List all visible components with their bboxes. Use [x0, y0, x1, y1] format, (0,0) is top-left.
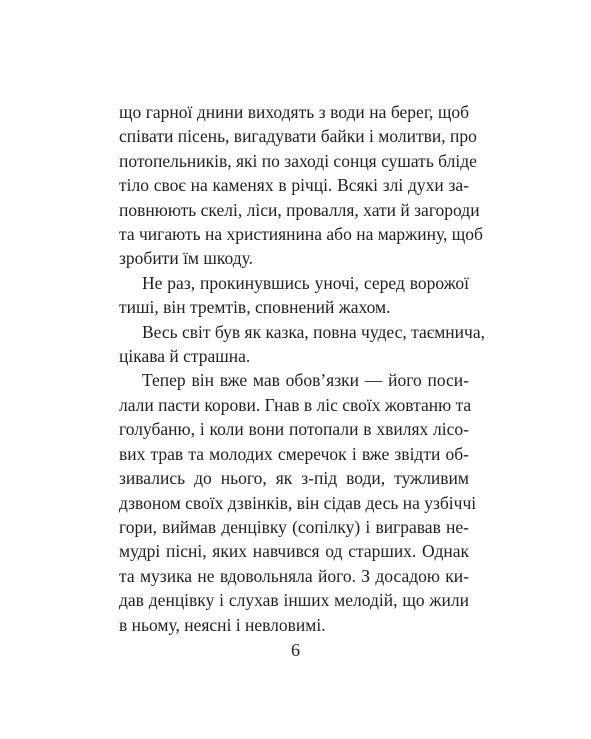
paragraph: [119, 271, 469, 320]
text-line: вих трав та молодих смеречок і вже звідти об-: [119, 443, 469, 464]
text-line: повнюють скелі, ліси, провалля, хати й загороди: [119, 199, 480, 220]
text-line: тиші, він тремтів, сповнений жахом.: [119, 297, 391, 318]
text-line: що гарної днини виходять з води на берег, щоб: [119, 102, 469, 122]
text-line: потопельників, які по заході сонця сушать бліде: [119, 150, 477, 171]
text-line: голубаню, і коли вони потопали в хвилях лісо-: [119, 419, 469, 440]
text-line: дзвоном своїх дзвінків, він сідав десь на узбіччі: [119, 492, 477, 513]
body-text: [119, 100, 485, 637]
text-line: в ньому, неясні і невловимі.: [119, 614, 326, 635]
text-line: співати пісень, вигадувати байки і молитви, про: [119, 126, 477, 147]
paragraph: [119, 100, 483, 271]
text-line: цікава й страшна.: [119, 346, 251, 367]
text-line: Тепер він вже мав обов’язки — його поси-: [142, 370, 469, 391]
text-line: мудрі пісні, яких навчився од старших. Однак: [119, 541, 469, 562]
page-number: 6: [291, 640, 300, 660]
paragraph: [119, 320, 485, 369]
text-line: Не раз, прокинувшись уночі, серед ворожої: [142, 272, 469, 293]
paragraph: [119, 368, 477, 636]
text-line: дав денцівку і слухав інших мелодій, що жили: [119, 590, 469, 611]
text-line: зивались до нього, як з-під води, тужливим: [119, 468, 469, 489]
text-line: тіло своє на каменях в річці. Всякі злі духи за-: [119, 175, 469, 196]
text-line: та музика не вдовольняла його. З досадою ки-: [119, 565, 469, 586]
text-line: зробити їм шкоду.: [119, 248, 253, 269]
text-line: лали пасти корови. Гнав в ліс своїх жовтаню та: [119, 394, 472, 415]
text-line: гори, виймав денцівку (сопілку) і вигравав не-: [119, 516, 469, 537]
text-line: Весь світ був як казка, повна чудес, таємнича,: [142, 321, 485, 342]
text-line: та чигають на християнина або на маржину, щоб: [119, 224, 483, 245]
